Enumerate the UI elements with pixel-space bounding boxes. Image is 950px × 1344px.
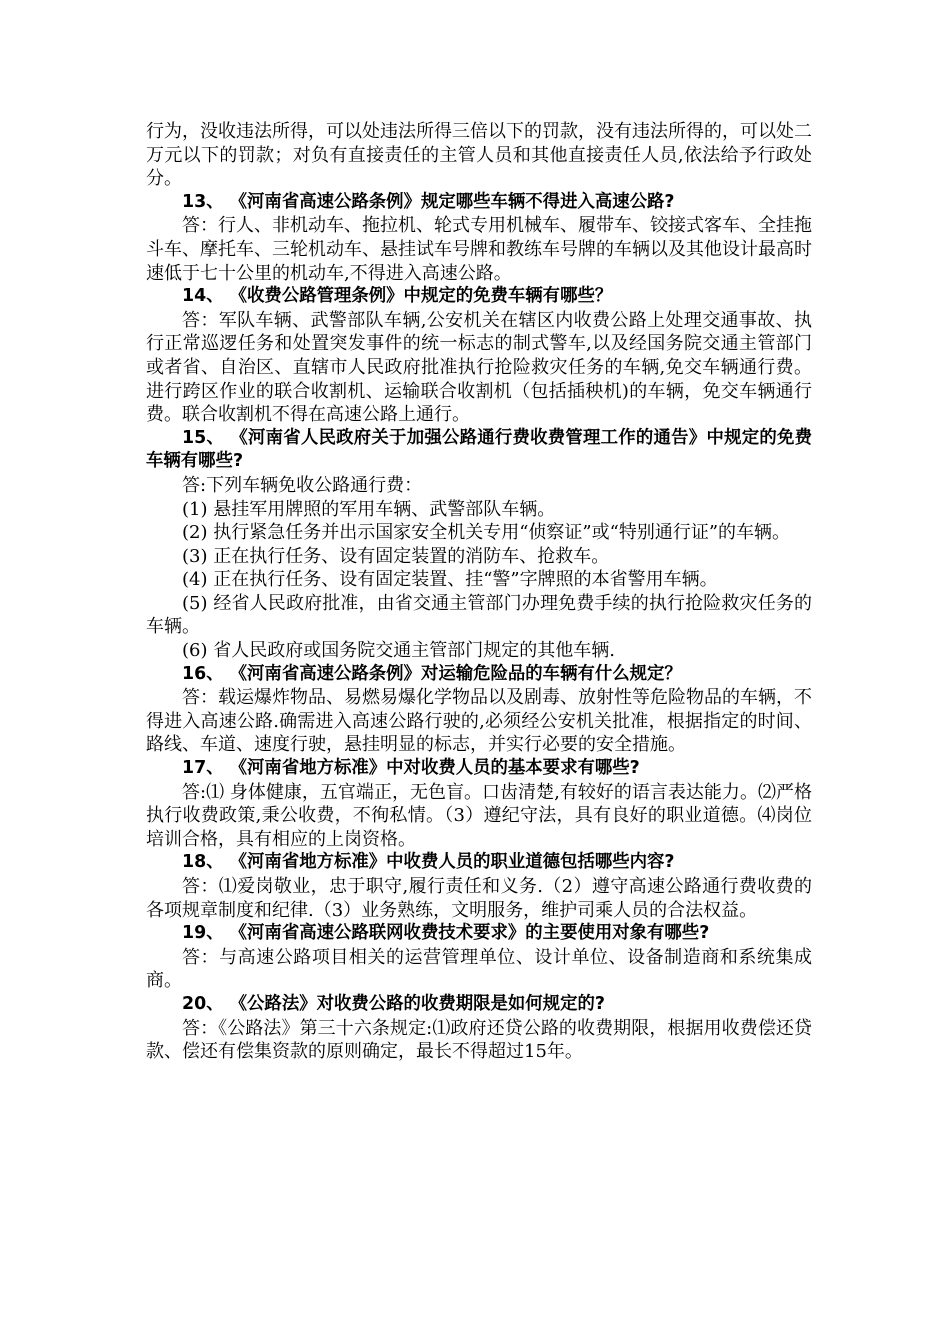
answer-15-intro: 答:下列车辆免收公路通行费： [182, 474, 423, 496]
question-14: 14、 《收费公路管理条例》中规定的免费车辆有哪些？ [182, 286, 613, 307]
question-17: 17、 《河南省地方标准》中对收费人员的基本要求有哪些? [182, 758, 640, 779]
question-19: 19、 《河南省高速公路联网收费技术要求》的主要使用对象有哪些? [182, 923, 710, 944]
answer-14: 答：军队车辆、武警部队车辆,公安机关在辖区内收费公路上处理交通事故、执行正常巡逻任务和处置突发事件的统一标志的制式警车,以及经国务院交通主管部门或者省、自治区、直辖市人民政府批准执行抢险救灾任务的车辆,免交车辆通行费。进行跨区作业的联合收割机、运输联合收割机（包括插秧机)的车辆，免交车辆通行费。联合收割机不得在高速公路上通行。 [146, 309, 812, 426]
list-item: (2) 执行紧急任务并出示国家安全机关专用“侦察证”或“特别通行证”的车辆。 [182, 522, 791, 544]
document-page [146, 120, 812, 1064]
answer-16: 答：载运爆炸物品、易燃易爆化学物品以及剧毒、放射性等危险物品的车辆，不得进入高速公路.确需进入高速公路行驶的,必须经公安机关批准，根据指定的时间、路线、车道、速度行驶，悬挂明显的标志，并实行必要的安全措施。 [146, 687, 812, 756]
answer-17: 答:⑴ 身体健康，五官端正，无色盲。口齿清楚,有较好的语言表达能力。⑵严格执行收费政策,秉公收费，不徇私情。（3）遵纪守法，具有良好的职业道德。⑷岗位培训合格，具有相应的上岗资格。 [146, 781, 812, 850]
list-item: (4) 正在执行任务、设有固定装置、挂“警”字牌照的本省警用车辆。 [182, 569, 718, 591]
list-item: (1) 悬挂军用牌照的军用车辆、武警部队车辆。 [182, 498, 556, 520]
list-item: (5) 经省人民政府批准，由省交通主管部门办理免费手续的执行抢险救灾任务的车辆。 [146, 592, 812, 638]
question-16: 16、 《河南省高速公路条例》对运输危险品的车辆有什么规定？ [182, 663, 682, 684]
question-18: 18、 《河南省地方标准》中收费人员的职业道德包括哪些内容? [182, 852, 675, 873]
answer-18: 答：⑴爱岗敬业，忠于职守,履行责任和义务.（2）遵守高速公路通行费收费的各项规章制度和纪律.（3）业务熟练，文明服务，维护司乘人员的合法权益。 [146, 876, 812, 921]
question-13: 13、 《河南省高速公路条例》规定哪些车辆不得进入高速公路? [182, 191, 675, 212]
answer-13: 答：行人、非机动车、拖拉机、轮式专用机械车、履带车、铰接式客车、全挂拖斗车、摩托车、三轮机动车、悬挂试车号牌和教练车号牌的车辆以及其他设计最高时速低于七十公里的机动车,不得进入高速公路。 [146, 215, 812, 284]
list-item: (6) 省人民政府或国务院交通主管部门规定的其他车辆. [182, 640, 615, 662]
answer-19: 答：与高速公路项目相关的运营管理单位、设计单位、设备制造商和系统集成商。 [146, 946, 812, 992]
answer-20: 答：《公路法》第三十六条规定:⑴政府还贷公路的收费期限，根据用收费偿还贷款、偿还有偿集资款的原则确定，最长不得超过15年。 [146, 1017, 812, 1063]
question-15: 15、 《河南省人民政府关于加强公路通行费收费管理工作的通告》中规定的免费车辆有哪些? [146, 427, 812, 472]
body-paragraph: 行为，没收违法所得，可以处违法所得三倍以下的罚款，没有违法所得的，可以处二万元以下的罚款；对负有直接责任的主管人员和其他直接责任人员,依法给予行政处分。 [146, 121, 812, 190]
question-20: 20、 《公路法》对收费公路的收费期限是如何规定的? [182, 993, 605, 1014]
list-item: (3) 正在执行任务、设有固定装置的消防车、抢救车。 [182, 545, 610, 567]
